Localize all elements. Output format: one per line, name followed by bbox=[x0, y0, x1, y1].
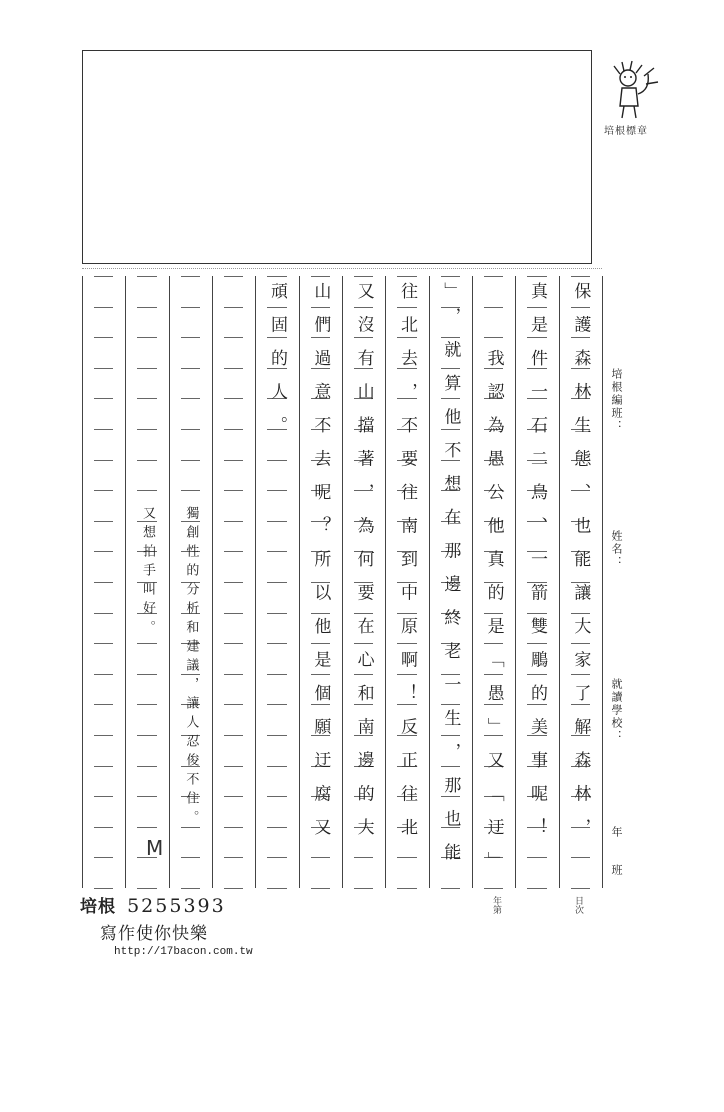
grid-cell-line bbox=[94, 613, 113, 614]
grid-cell-line bbox=[527, 888, 546, 889]
page-label-left: 年第 bbox=[491, 896, 501, 914]
grid-cell-line bbox=[397, 888, 416, 889]
essay-column: 又沒有山擋著，為何要在心和南邊的大 bbox=[353, 282, 374, 852]
class-field-label: 培根編班： bbox=[610, 368, 623, 433]
page-label-right: 日次 bbox=[573, 896, 583, 914]
dotted-separator bbox=[82, 268, 602, 269]
grid-cell-line bbox=[224, 398, 243, 399]
grid-cell-line bbox=[224, 704, 243, 705]
grid-cell-line bbox=[94, 582, 113, 583]
grid-cell-line bbox=[137, 337, 156, 338]
grid-cell-line bbox=[137, 307, 156, 308]
grid-column-line bbox=[559, 276, 560, 888]
grid-cell-line bbox=[181, 398, 200, 399]
grid-cell-line bbox=[224, 337, 243, 338]
grid-column-line bbox=[342, 276, 343, 888]
grid-column-line bbox=[169, 276, 170, 888]
grid-cell-line bbox=[224, 827, 243, 828]
grid-cell-line bbox=[397, 276, 416, 277]
essay-column: 獨創性的分析和建議，讓人忍俊不住。 bbox=[183, 506, 199, 829]
teacher-comment-box bbox=[82, 50, 592, 264]
grid-column-line bbox=[429, 276, 430, 888]
grid-column-line bbox=[299, 276, 300, 888]
grid-cell-line bbox=[224, 460, 243, 461]
grid-cell-line bbox=[94, 398, 113, 399]
grid-cell-line bbox=[94, 704, 113, 705]
grid-cell-line bbox=[94, 337, 113, 338]
grid-cell-line bbox=[137, 276, 156, 277]
grid-cell-line bbox=[181, 460, 200, 461]
grid-cell-line bbox=[94, 460, 113, 461]
essay-column: 又想拍手叫好。 bbox=[140, 506, 155, 639]
essay-column: 保護森林生態、也能讓大家了解森林， bbox=[570, 282, 591, 852]
grid-cell-line bbox=[441, 276, 460, 277]
essay-column: 往北去，不要往南到中原啊！反正往北 bbox=[397, 282, 417, 852]
grid-cell-line bbox=[224, 276, 243, 277]
grid-cell-line bbox=[354, 276, 373, 277]
grid-cell-line bbox=[137, 429, 156, 430]
bacon-mascot-stamp-icon bbox=[606, 54, 662, 122]
grid-cell-line bbox=[224, 429, 243, 430]
grid-cell-line bbox=[94, 827, 113, 828]
grid-cell-line bbox=[181, 490, 200, 491]
grid-column-line bbox=[212, 276, 213, 888]
grid-cell-line bbox=[224, 551, 243, 552]
essay-column: 」，就算他不想在那邊終老一生，那也能 bbox=[440, 282, 461, 877]
grid-cell-line bbox=[311, 276, 330, 277]
grid-cell-line bbox=[224, 613, 243, 614]
grid-column-line bbox=[125, 276, 126, 888]
grid-cell-line bbox=[181, 368, 200, 369]
grid-cell-line bbox=[267, 276, 286, 277]
grid-column-line bbox=[82, 276, 83, 888]
grid-cell-line bbox=[224, 888, 243, 889]
grid-cell-line bbox=[94, 674, 113, 675]
essay-grid bbox=[82, 276, 602, 888]
brand-code: 5255393 bbox=[127, 895, 226, 917]
grid-cell-line bbox=[94, 735, 113, 736]
grid-cell-line bbox=[94, 521, 113, 522]
brand-slogan: 寫作使你快樂 bbox=[100, 924, 208, 944]
grid-cell-line bbox=[137, 368, 156, 369]
footer-brand bbox=[80, 892, 253, 958]
grid-cell-line bbox=[94, 643, 113, 644]
grid-cell-line bbox=[94, 490, 113, 491]
grid-cell-line bbox=[94, 551, 113, 552]
grid-cell-line bbox=[484, 888, 503, 889]
grid-column-line bbox=[472, 276, 473, 888]
grid-cell-line bbox=[224, 796, 243, 797]
grid-cell-line bbox=[224, 643, 243, 644]
grid-column-line bbox=[515, 276, 516, 888]
grid-cell-line bbox=[311, 888, 330, 889]
grid-cell-line bbox=[224, 582, 243, 583]
essay-column: 真是件一石二鳥、一箭雙鵰的美事呢！ bbox=[527, 282, 547, 852]
grid-cell-line bbox=[224, 490, 243, 491]
grid-cell-line bbox=[94, 276, 113, 277]
grid-column-line bbox=[385, 276, 386, 888]
essay-column: 我認為愚公他真的是「愚」又「迂」 bbox=[483, 282, 504, 885]
school-field-label: 就讀學校： bbox=[610, 678, 623, 743]
grid-cell-line bbox=[137, 398, 156, 399]
grade-field-label: 年 班 bbox=[610, 826, 623, 883]
grid-cell-line bbox=[571, 276, 590, 277]
grid-cell-line bbox=[441, 888, 460, 889]
grid-cell-line bbox=[484, 276, 503, 277]
grid-cell-line bbox=[94, 429, 113, 430]
score-mark: M bbox=[146, 836, 164, 860]
grid-cell-line bbox=[94, 766, 113, 767]
grid-cell-line bbox=[181, 307, 200, 308]
stamp-label: 培根標章 bbox=[604, 126, 648, 137]
grid-cell-line bbox=[354, 888, 373, 889]
grid-cell-line bbox=[224, 368, 243, 369]
grid-cell-line bbox=[571, 888, 590, 889]
grid-cell-line bbox=[224, 735, 243, 736]
grid-cell-line bbox=[224, 674, 243, 675]
brand-name: 培根 bbox=[80, 897, 116, 917]
grid-cell-line bbox=[267, 888, 286, 889]
grid-cell-line bbox=[224, 521, 243, 522]
grid-cell-line bbox=[181, 276, 200, 277]
grid-column-line bbox=[255, 276, 256, 888]
essay-column: 山們過意不去呢？所以他是個願迂腐又 bbox=[310, 282, 331, 852]
essay-column: 頑固的人。 bbox=[267, 282, 287, 450]
grid-cell-line bbox=[181, 429, 200, 430]
name-field-label: 姓名： bbox=[610, 530, 623, 569]
grid-cell-line bbox=[137, 490, 156, 491]
grid-cell-line bbox=[224, 766, 243, 767]
grid-column-line bbox=[602, 276, 603, 888]
brand-url[interactable]: http://17bacon.com.tw bbox=[114, 946, 253, 958]
grid-cell-line bbox=[94, 307, 113, 308]
grid-cell-line bbox=[224, 307, 243, 308]
grid-cell-line bbox=[94, 368, 113, 369]
grid-cell-line bbox=[137, 460, 156, 461]
grid-cell-line bbox=[94, 796, 113, 797]
grid-cell-line bbox=[181, 337, 200, 338]
grid-cell-line bbox=[527, 276, 546, 277]
grid-cell-line bbox=[94, 888, 113, 889]
grid-cell-line bbox=[94, 857, 113, 858]
grid-cell-line bbox=[224, 857, 243, 858]
